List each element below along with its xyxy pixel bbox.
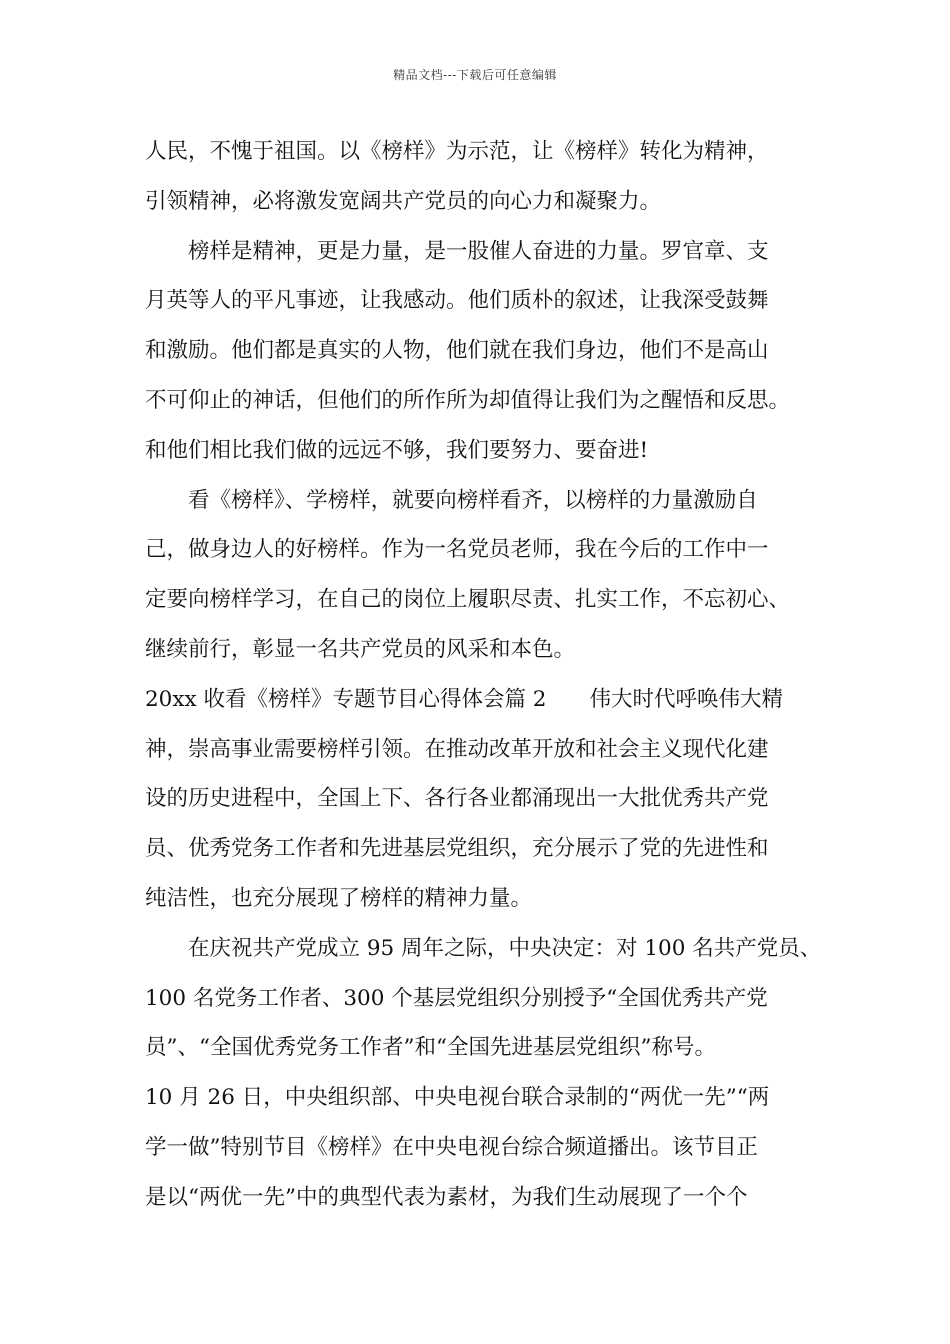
document-body [145,127,822,1223]
text-line: 人民，不愧于祖国。以《榜样》为示范，让《榜样》转化为精神， [145,139,769,164]
text-line: 学一做”特别节目《榜样》在中央电视台综合频道播出。该节目正 [145,1134,758,1160]
text-line: 己，做身边人的好榜样。作为一名党员老师，我在今后的工作中一 [145,537,769,563]
text-line: 和他们相比我们做的远远不够，我们要努力、要奋进! [145,437,649,463]
text-line: 10 月 26 日，中央组织部、中央电视台联合录制的“两优一先”“两 [145,1085,770,1111]
text-line: 定要向榜样学习，在自己的岗位上履职尽责、扎实工作，不忘初心、 [145,587,791,613]
paragraph-start-line: 看《榜样》、学榜样，就要向榜样看齐，以榜样的力量激励自 [188,487,758,513]
text-line: 不可仰止的神话，但他们的所作所为却值得让我们为之醒悟和反思。 [145,387,791,413]
text-line: 纯洁性，也充分展现了榜样的精神力量。 [145,885,533,911]
text-line: 和激励。他们都是真实的人物，他们就在我们身边，他们不是高山 [145,338,769,364]
text-line: 引领精神，必将激发宽阔共产党员的向心力和凝聚力。 [145,188,662,214]
text-line: 100 名党务工作者、300 个基层党组织分别授予“全国优秀共产党 [145,985,768,1011]
text-line: 设的历史进程中，全国上下、各行各业都涌现出一大批优秀共产党 [145,786,769,812]
page-header: 精品文档---下载后可任意编辑 [393,68,557,82]
paragraph-start-line: 在庆祝共产党成立 95 周年之际，中央决定：对 100 名共产党员、 [188,935,822,961]
paragraph-start-line: 榜样是精神，更是力量，是一股催人奋进的力量。罗官章、支 [188,238,769,264]
text-line: 员、优秀党务工作者和先进基层党组织，充分展示了党的先进性和 [145,836,769,862]
text-line: 是以“两优一先”中的典型代表为素材，为我们生动展现了一个个 [145,1184,748,1210]
text-line: 月英等人的平凡事迹，让我感动。他们质朴的叙述，让我深受鼓舞 [145,288,769,314]
text-line: 神，崇高事业需要榜样引领。在推动改革开放和社会主义现代化建 [145,736,769,762]
section-heading-line: 20xx 收看《榜样》专题节目心得体会篇 2 伟大时代呼唤伟大精 [145,686,783,712]
text-line: 员”、“全国优秀党务工作者”和“全国先进基层党组织”称号。 [145,1035,716,1061]
text-line: 继续前行，彰显一名共产党员的风采和本色。 [145,636,576,662]
